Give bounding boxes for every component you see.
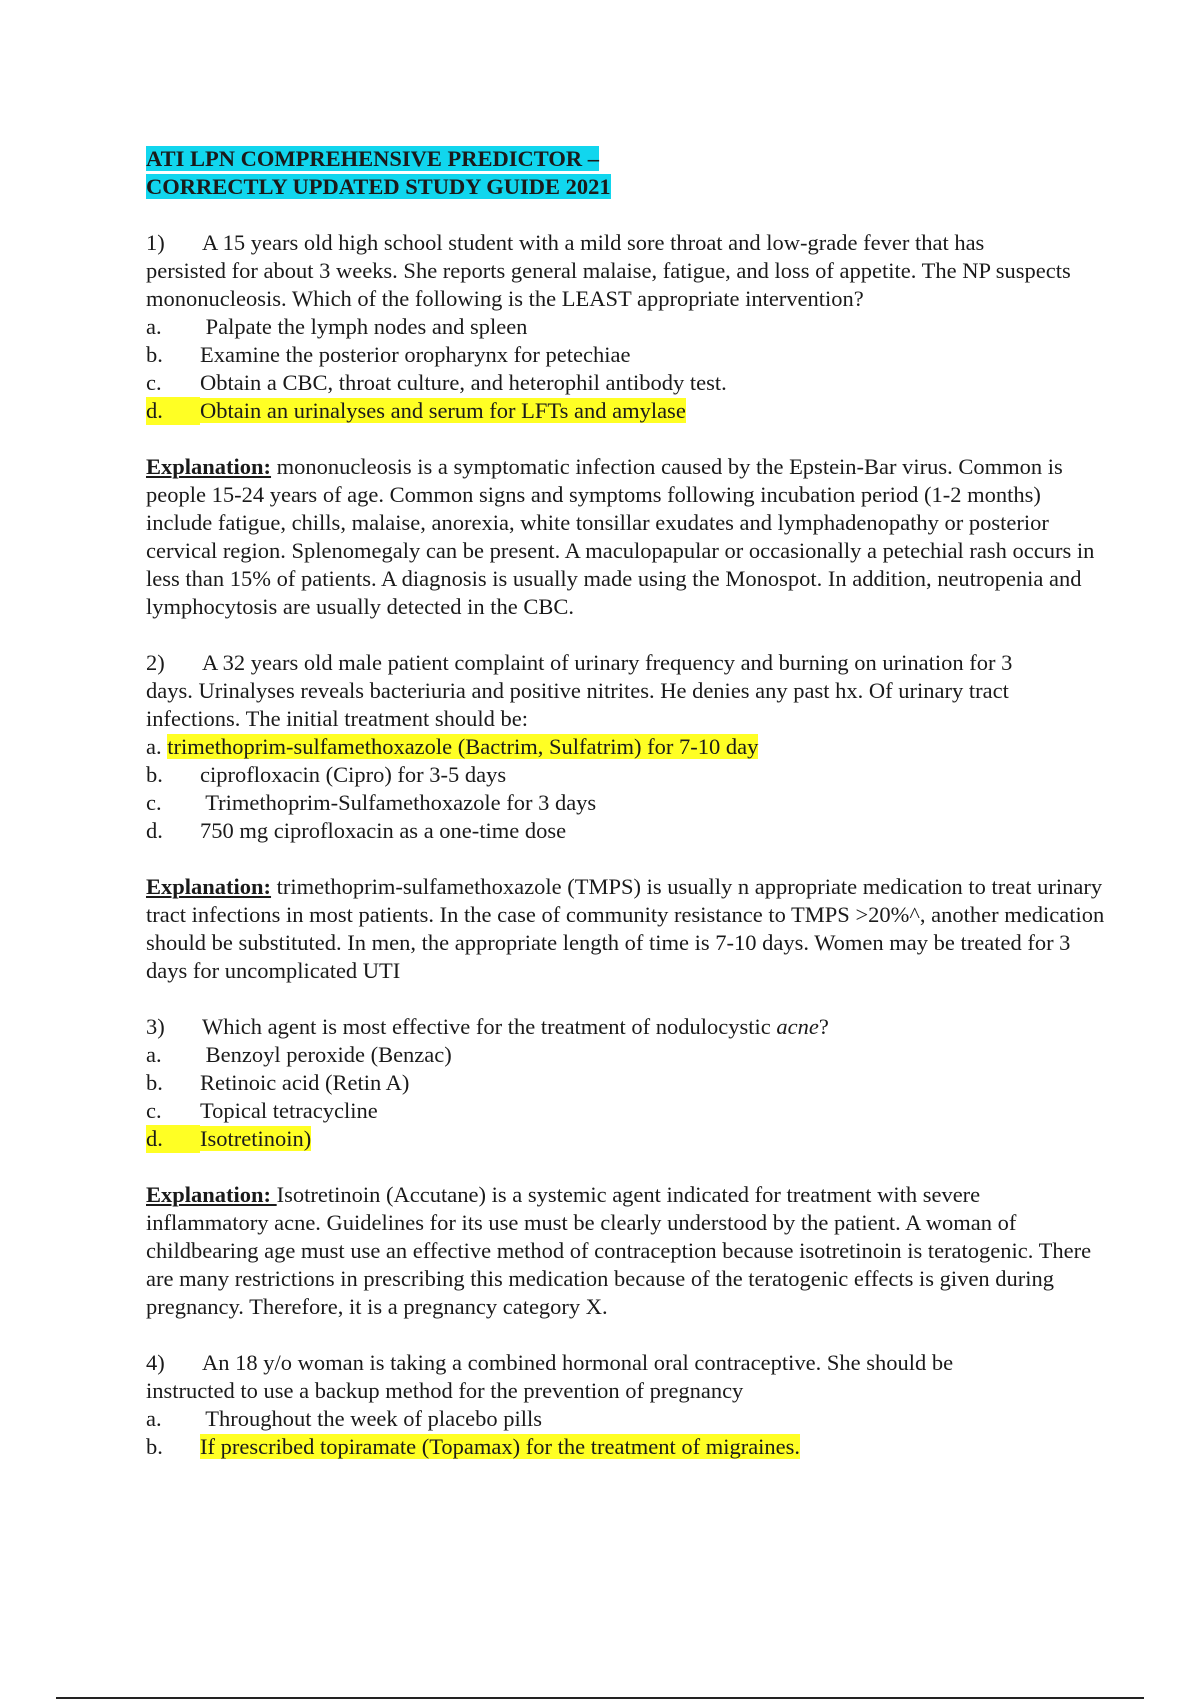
question-2-option-b: b. ciprofloxacin (Cipro) for 3-5 days (146, 762, 507, 787)
footer-rule (56, 1697, 1144, 1699)
question-4 (146, 1349, 1106, 1461)
question-2 (146, 649, 1106, 1013)
question-3 (146, 1013, 1106, 1349)
question-3-explanation: Explanation: Isotretinoin (Accutane) is a systemic agent indicated for treatment with severe inflammatory acne. Guidelines for its use must be clearly understood by the patient. A woman of childbearing age must use an effective method of contraception because isotretinoin is teratogenic. There are many restrictions in prescribing this medication because of the teratogenic effects is given during pregnancy. Therefore, it is a pregnancy category X. (146, 1182, 1092, 1319)
title-line-1: ATI LPN COMPREHENSIVE PREDICTOR – (146, 146, 599, 171)
document-page (146, 145, 1106, 1461)
question-4-option-a: a. Throughout the week of placebo pills (146, 1406, 543, 1431)
question-1-option-c: c. Obtain a CBC, throat culture, and heterophil antibody test. (146, 370, 727, 395)
question-3-text: 3) Which agent is most effective for the treatment of nodulocystic acne? (146, 1014, 829, 1039)
question-4-text: 4) An 18 y/o woman is taking a combined hormonal oral contraceptive. She should be instructed to use a backup method for the prevention of pregnancy (146, 1350, 954, 1403)
question-2-explanation: Explanation: trimethoprim-sulfamethoxazole (TMPS) is usually n appropriate medication to treat urinary tract infections in most patients. In the case of community resistance to TMPS >20%^, another medication should be substituted. In men, the appropriate length of time is 7-10 days. Women may be treated for 3 days for uncomplicated UTI (146, 874, 1105, 983)
question-1-option-d-answer: d. Obtain an urinalyses and serum for LFTs and amylase (146, 398, 686, 423)
question-1-text: 1) A 15 years old high school student with a mild sore throat and low-grade fever that has persisted for about 3 weeks. She reports general malaise, fatigue, and loss of appetite. The NP suspects mononucleosis. Which of the following is the LEAST appropriate intervention? (146, 230, 1071, 311)
question-3-option-d-answer: d. Isotretinoin) (146, 1126, 312, 1151)
question-4-option-b-answer: b. If prescribed topiramate (Topamax) for the treatment of migraines. (146, 1434, 801, 1459)
question-2-option-c: c. Trimethoprim-Sulfamethoxazole for 3 days (146, 790, 597, 815)
question-1-option-a: a. Palpate the lymph nodes and spleen (146, 314, 528, 339)
question-2-option-d: d. 750 mg ciprofloxacin as a one-time dose (146, 818, 567, 843)
question-3-option-b: b. Retinoic acid (Retin A) (146, 1070, 410, 1095)
question-2-option-a-answer: a. trimethoprim-sulfamethoxazole (Bactrim, Sulfatrim) for 7-10 day (146, 734, 759, 759)
question-3-option-c: c. Topical tetracycline (146, 1098, 378, 1123)
title-line-2: CORRECTLY UPDATED STUDY GUIDE 2021 (146, 174, 611, 199)
question-1 (146, 229, 1106, 649)
question-3-option-a: a. Benzoyl peroxide (Benzac) (146, 1042, 452, 1067)
question-1-option-b: b. Examine the posterior oropharynx for petechiae (146, 342, 631, 367)
question-2-text: 2) A 32 years old male patient complaint of urinary frequency and burning on urination for 3 days. Urinalyses reveals bacteriuria and positive nitrites. He denies any past hx. Of urinary tract infections. The initial treatment should be: (146, 650, 1013, 731)
question-1-explanation: Explanation: mononucleosis is a symptomatic infection caused by the Epstein-Bar virus. Common is people 15-24 years of age. Common signs and symptoms following incubation period (1-2 months) include fatigue, chills, malaise, anorexia, white tonsillar exudates and lymphadenopathy or posterior cervical region. Splenomegaly can be present. A maculopapular or occasionally a petechial rash occurs in less than 15% of patients. A diagnosis is usually made using the Monospot. In addition, neutropenia and lymphocytosis are usually detected in the CBC. (146, 454, 1095, 619)
document-title (146, 145, 1106, 201)
